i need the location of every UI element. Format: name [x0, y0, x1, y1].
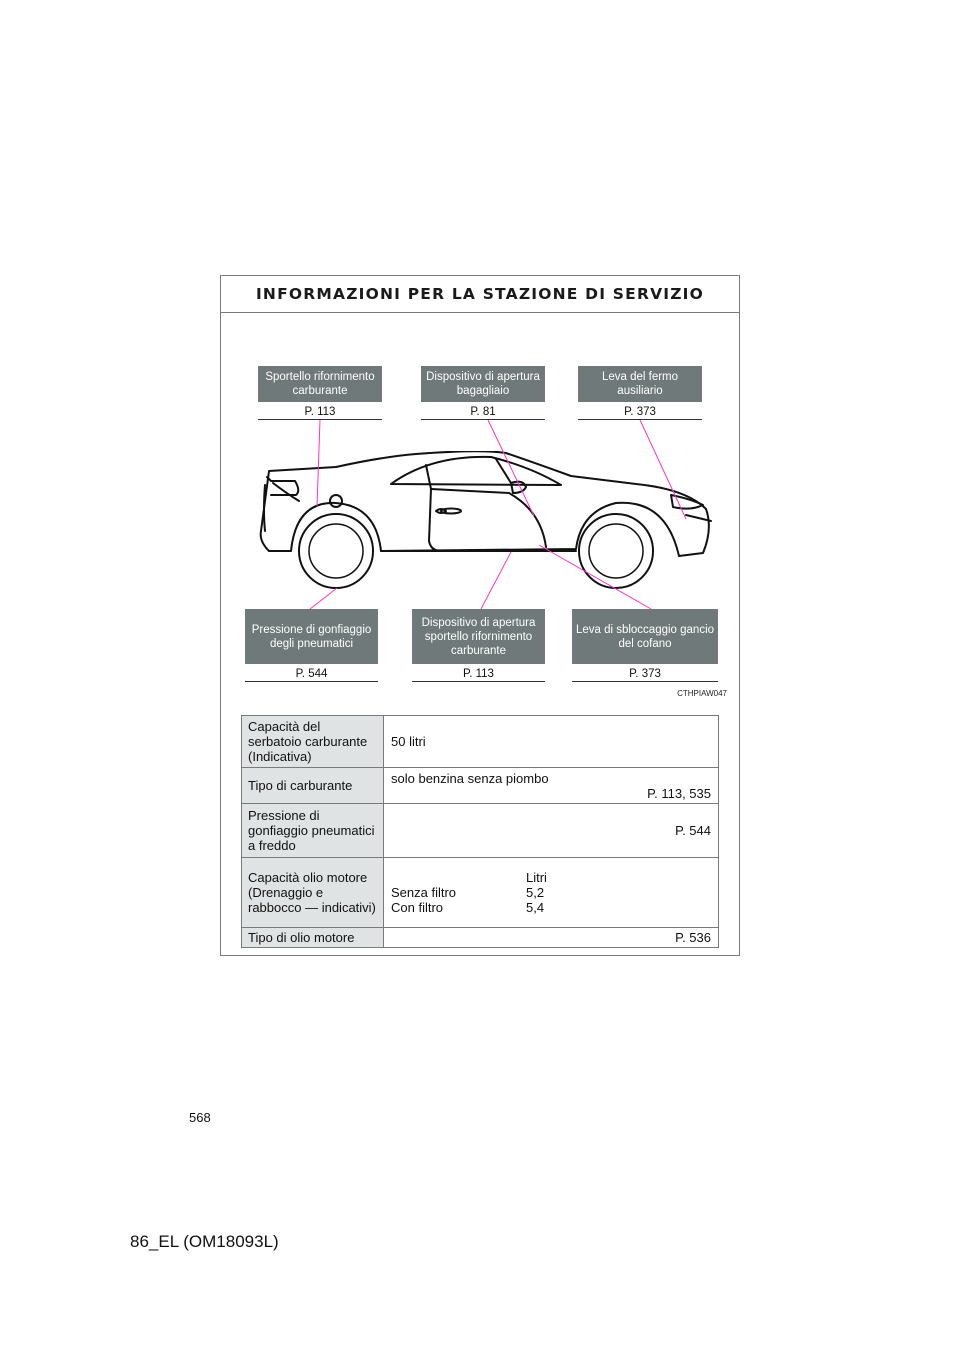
- ref-hood-release: P. 373: [572, 666, 718, 682]
- oil-capacity-cell: [384, 858, 719, 928]
- car-side-illustration: [241, 451, 721, 591]
- label-auxiliary-catch: Leva del fermo ausiliario: [578, 366, 702, 402]
- ref-auxiliary-catch: P. 373: [578, 404, 702, 420]
- oil-capacity-grid: [391, 870, 711, 915]
- tire-pressure-label: Pressione di gonfiaggio pneumatici a freddo: [242, 804, 384, 858]
- oil-unit: Litri: [526, 870, 547, 885]
- tire-pressure-ref: P. 544: [675, 823, 711, 838]
- footer-code: 86_EL (OM18093L): [130, 1232, 279, 1251]
- label-fuel-door-opener: Dispositivo di apertura sportello rifornimento carburante: [412, 609, 545, 664]
- label-fuel-door: Sportello rifornimento carburante: [258, 366, 382, 402]
- label-hood-release: Leva di sbloccaggio gancio del cofano: [572, 609, 718, 664]
- oil-capacity-label: Capacità olio motore (Drenaggio e rabbocco — indicativi): [242, 858, 384, 928]
- oil-type-cell: [384, 928, 719, 948]
- fuel-capacity-value: 50 litri: [384, 716, 719, 768]
- spec-table: [241, 715, 719, 948]
- fuel-type-ref: P. 113, 535: [647, 785, 711, 801]
- table-row: [242, 928, 719, 948]
- oil-type-label: Tipo di olio motore: [242, 928, 384, 948]
- table-row: [242, 858, 719, 928]
- fuel-type-cell: [384, 768, 719, 804]
- label-tire-pressure: Pressione di gonfiaggio degli pneumatici: [245, 609, 378, 664]
- oil-row-value: 5,2: [526, 885, 545, 900]
- oil-row-name: Senza filtro: [391, 885, 457, 900]
- fuel-type-value: solo benzina senza piombo: [391, 770, 549, 786]
- oil-row-value: 5,4: [526, 900, 545, 915]
- tire-pressure-cell: [384, 804, 719, 858]
- table-row: [242, 716, 719, 768]
- ref-trunk-opener: P. 81: [421, 404, 545, 420]
- fuel-type-label: Tipo di carburante: [242, 768, 384, 804]
- illustration-code: CTHPIAW047: [677, 689, 727, 698]
- ref-tire-pressure: P. 544: [245, 666, 378, 682]
- table-row: [242, 768, 719, 804]
- section-title: INFORMAZIONI PER LA STAZIONE DI SERVIZIO: [221, 276, 739, 313]
- oil-type-ref: P. 536: [675, 930, 711, 945]
- fuel-capacity-label: Capacità del serbatoio carburante (Indicativa): [242, 716, 384, 768]
- oil-row-name: Con filtro: [391, 900, 444, 915]
- table-row: [242, 804, 719, 858]
- service-info-panel: [220, 275, 740, 956]
- ref-fuel-door: P. 113: [258, 404, 382, 420]
- label-trunk-opener: Dispositivo di apertura bagagliaio: [421, 366, 545, 402]
- ref-fuel-door-opener: P. 113: [412, 666, 545, 682]
- page-number: 568: [189, 1110, 211, 1125]
